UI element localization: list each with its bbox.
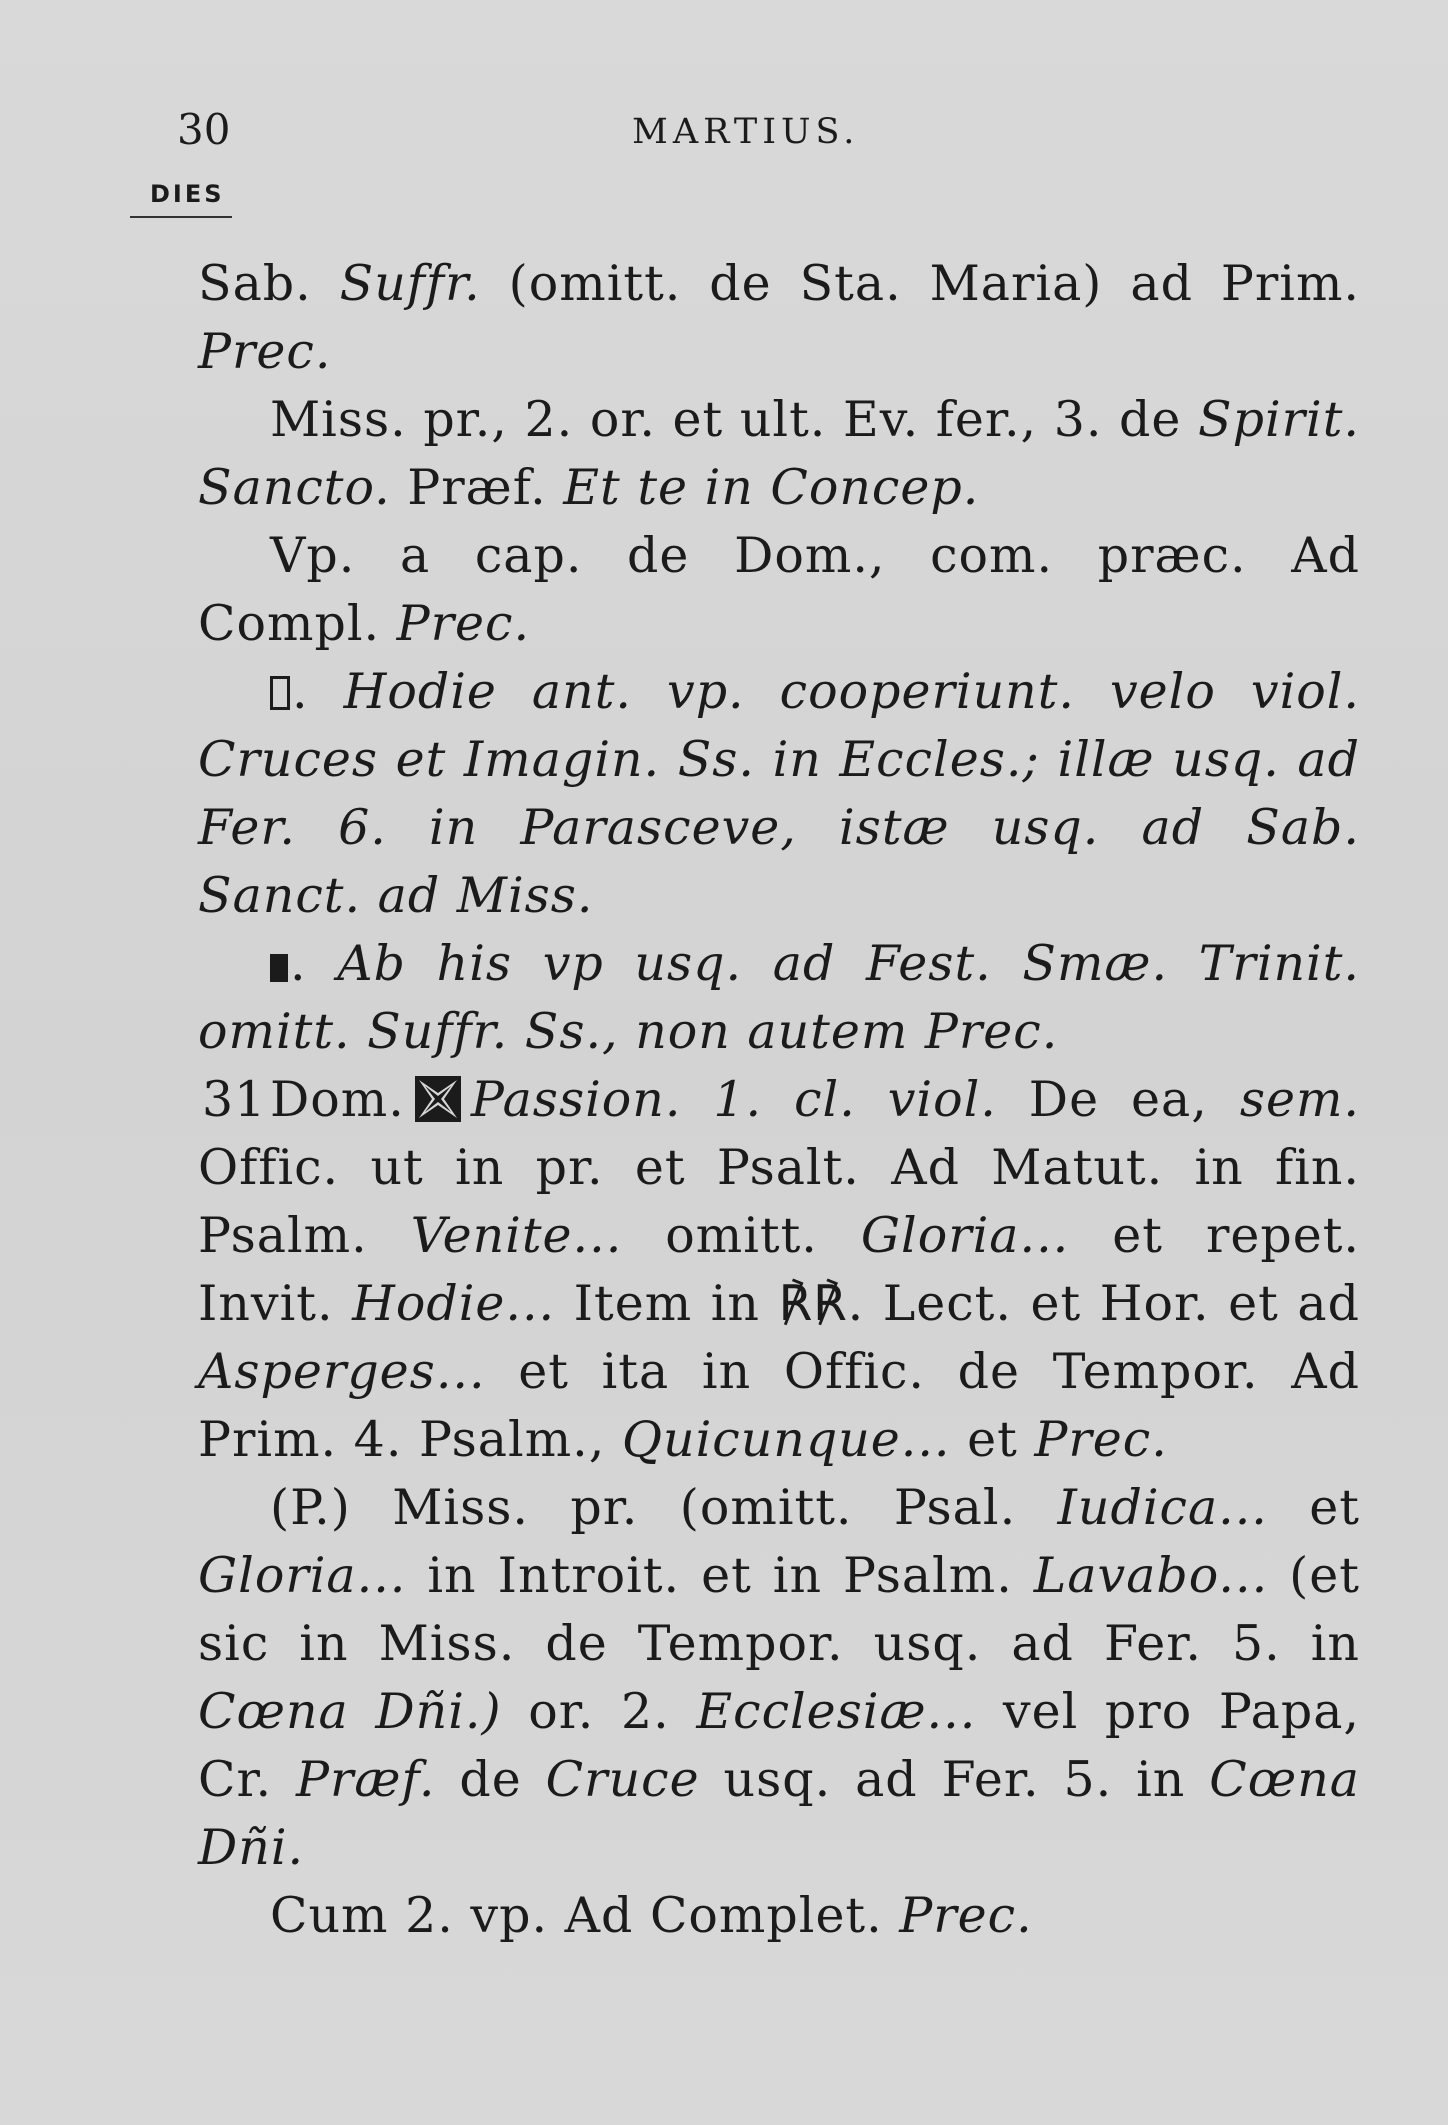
day-number: 31 [202, 1071, 267, 1128]
entry-30-mass: Miss. pr., 2. or. et ult. Ev. fer., 3. de Spirit. Sancto. Præf. Et te in Concep. [198, 391, 1360, 516]
entry-31-office: 31 Dom. Passion. 1. cl. viol. De ea, sem. Offic. ut in pr. et Psalt. Ad Matut. in fin. Psalm. Venite... omitt. Gloria... et repet. Invit. Hodie... Item in ℟℟. Lect. et Hor. et ad Asperges... et ita in Offic. de Tempor. Ad Prim. 4. Psalm., Quicunque... et Prec. [198, 1066, 1360, 1474]
entry-30-note-1: . Hodie ant. vp. cooperiunt. velo viol. Cruces et Imagin. Ss. in Eccles.; illæ usq. ad Fer. 6. in Parasceve, istæ usq. ad Sab. Sanct. ad Miss. [198, 663, 1360, 924]
column-label: DIES [150, 180, 225, 208]
entry-30-rubric: Sab. Suffr. (omitt. de Sta. Maria) ad Prim. Prec. [198, 255, 1360, 380]
entry-31-vespers: Cum 2. vp. Ad Complet. Prec. [270, 1887, 1033, 1944]
entry-30-vespers: Vp. a cap. de Dom., com. præc. Ad Compl. Prec. [198, 527, 1360, 652]
entry-30-note-2: . Ab his vp usq. ad Fest. Smæ. Trinit. omitt. Suffr. Ss., non autem Prec. [198, 935, 1360, 1060]
column-label-rule [130, 216, 232, 218]
body-text [198, 250, 1360, 1950]
running-head: MARTIUS. [632, 112, 860, 152]
entry-31-mass: (P.) Miss. pr. (omitt. Psal. Iudica... et Gloria... in Introit. et in Psalm. Lavabo... (et sic in Miss. de Tempor. usq. ad Fer. 5. in Cœna Dñi.) or. 2. Ecclesiæ... vel pro Papa, Cr. Præf. de Cruce usq. ad Fer. 5. in Cœna Dñi. [198, 1479, 1360, 1876]
page-number: 30 [177, 105, 231, 154]
paragraph-mark-icon [270, 954, 288, 982]
paragraph-mark-icon [270, 676, 290, 710]
cross-icon [415, 1076, 461, 1122]
